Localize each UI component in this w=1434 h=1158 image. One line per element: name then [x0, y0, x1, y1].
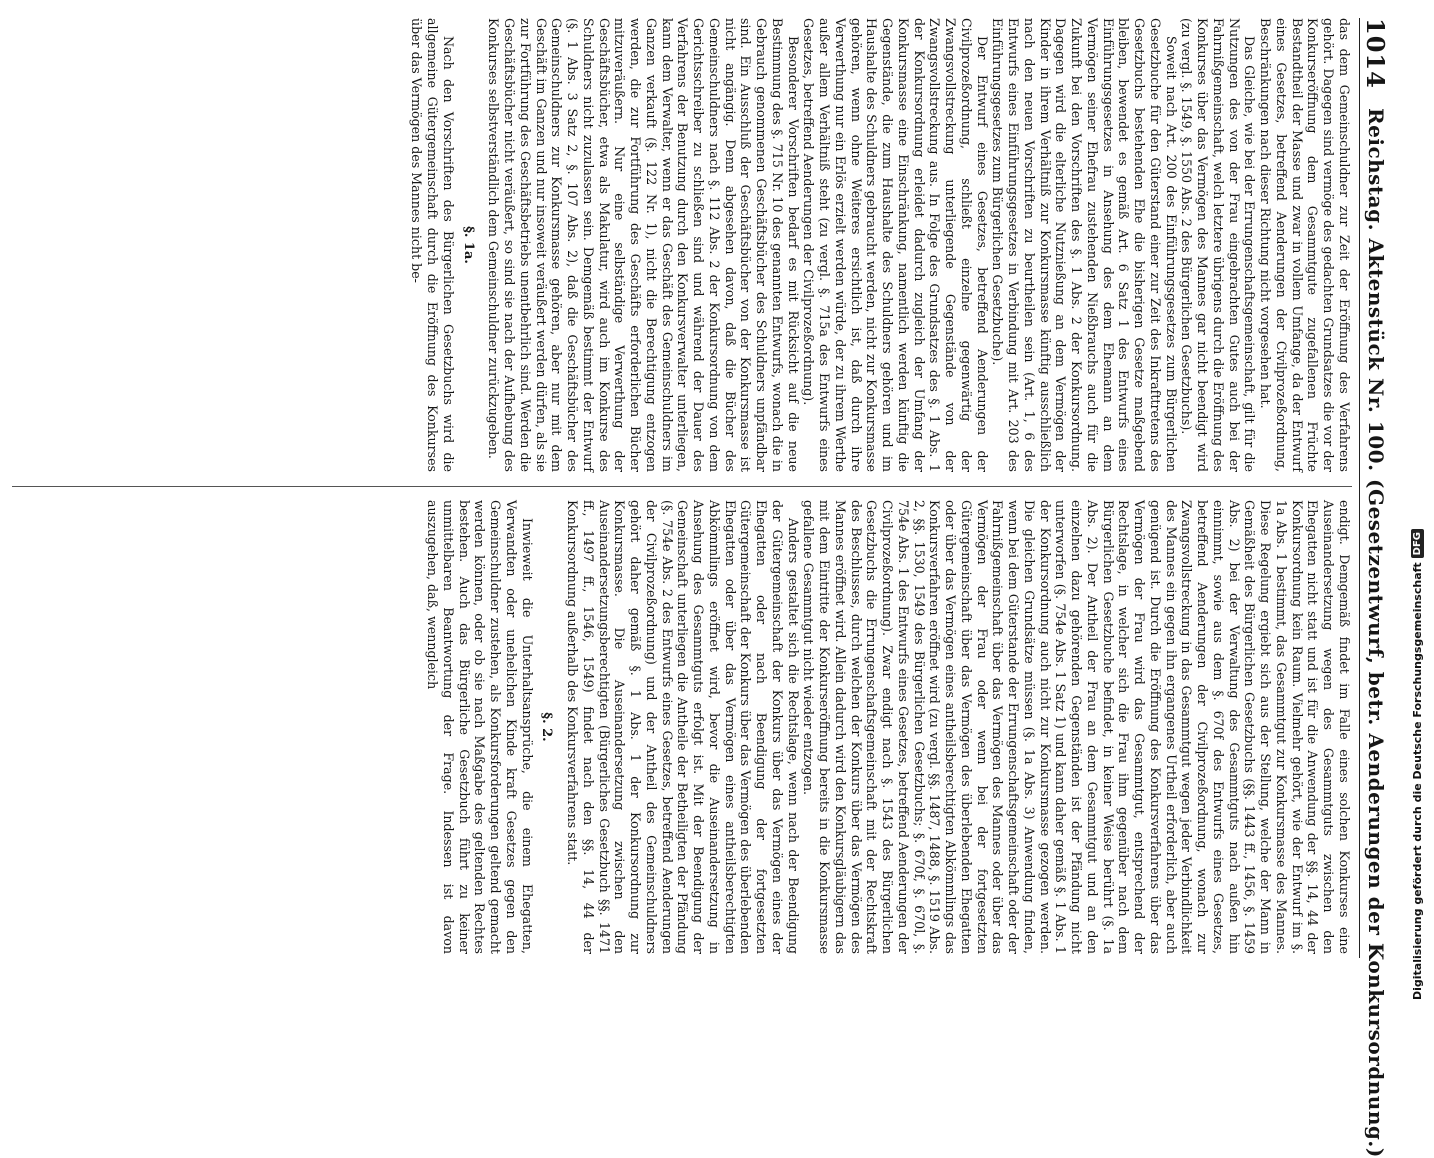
footer-text: Digitalisierung gefördert durch die Deutsche Forschungsgemeinschaft — [1411, 562, 1424, 1000]
section-paragraph: Nach den Vorschriften des Bürgerlichen Gesetzbuchs wird die allgemeine Gütergemeinschaft durch die Eröffnung des Konkurses über das Vermögen des Mannes nicht be- — [409, 18, 456, 472]
running-title: Reichstag. Aktenstück Nr. 100. (Gesetzentwurf, betr. Aenderungen der Konkursordnung.) — [1364, 108, 1388, 1158]
left-paragraph: Besonderer Vorschriften bedarf es mit Rücksicht auf die neue Bestimmung des §. 715 Nr. 10 des genannten Entwurfs, wonach die in Gebrauch genommenen Geschäftsbücher des Schuldners unpfändbar sind. Ein Ausschluß der Geschäftsbücher von der Konkursmasse ist nicht angängig. Denn abgesehen davon, daß die Bücher des Gemeinschuldners nach §. 112 Abs. 2 der Konkursordnung von dem Gerichtsschreiber zu schließen sind und während der Dauer des Verfahrens der Benutzung durch den Konkursverwalter unterliegen, kann dem Verwalter, wenn er das Geschäft des Gemeinschuldners im Ganzen verkauft (§. 122 Nr. 1), nicht die Berechtigung entzogen werden, die zur Fortführung des Geschäfts erforderlichen Bücher mitzuveräußern. Nur eine selbständige Verwerthung der Geschäftsbücher, etwa als Makulatur, wird auch im Konkurse des Schuldners nicht zuzulassen sein. Demgemäß bestimmt der Entwurf (§. 1 Abs. 3 Satz 2, §. 107 Abs. 2), daß die Geschäftsbücher des Gemeinschuldners zur Konkursmasse gehören, aber nur mit dem Geschäft im Ganzen und nur insoweit veräußert werden dürfen, als sie zur Fortführung des Geschäftsbetriebs unentbehrlich sind. Werden die Geschäftsbücher nicht veräußert, so sind sie nach der Aufhebung des Konkurses selbstverständlich dem Gemeinschuldner zurückzugeben. — [486, 18, 801, 472]
right-paragraph: endigt. Demgemäß findet im Falle eines solchen Konkurses eine Auseinandersetzung wegen des Gesammtguts zwischen den Ehegatten nicht statt und ist für die Anwendung der §§. 14, 44 der Konkursordnung kein Raum. Vielmehr gehört, wie der Entwurf im §. 1a Abs. 1 bestimmt, das Gesammtgut zur Konkursmasse des Mannes. Diese Regelung ergiebt sich aus der Stellung, welche der Mann in Gemäßheit des Bürgerlichen Gesetzbuchs (§§. 1443 ff., 1456, §. 1459 Abs. 2) bei der Verwaltung des Gesammtguts nach außen hin einnimmt, sowie aus dem §. 670f des Entwurfs eines Gesetzes, betreffend Aenderungen der Civilprozeßordnung, wonach zur Zwangsvollstreckung in das Gesammtgut wegen jeder Verbindlichkeit des Mannes ein gegen ihn ergangenes Urtheil erforderlich, aber auch genügend ist. Durch die Eröffnung des Konkursverfahrens über das Vermögen der Frau wird das Gesammtgut, entsprechend der Rechtslage, in welcher sich die Frau ihm gegenüber nach dem Bürgerlichen Gesetzbuche befindet, in keiner Weise berührt (§. 1a Abs. 2). Der Antheil der Frau an dem Gesammtgut und an den einzelnen dazu gehörenden Gegenständen ist der Pfändung nicht unterworfen (§. 754e Abs. 1 Satz 1) und kann daher gemäß §. 1 Abs. 1 der Konkursordnung auch nicht zur Konkursmasse gezogen werden. Die gleichen Grundsätze müssen (§. 1a Abs. 3) Anwendung finden, wenn bei dem Güterstande der Errungenschaftsgemeinschaft oder der Fahrnißgemeinschaft über das Vermögen des Mannes oder über das Vermögen der Frau oder wenn bei der fortgesetzten Gütergemeinschaft über das Vermögen des überlebenden Ehegatten oder über das Vermögen eines antheilsberechtigten Abkömmlings das Konkursverfahren eröffnet wird (zu vergl. §§. 1487, 1488, §. 1519 Abs. 2, §§. 1530, 1549 des Bürgerlichen Gesetzbuchs; §. 670f, §. 670l, §. 754e Abs. 1 des Entwurfs eines Gesetzes, betreffend Aenderungen der Civilprozeßordnung). Zwar endigt nach §. 1543 des Bürgerlichen Gesetzbuchs die Errungenschaftsgemeinschaft mit der Rechtskraft des Beschlusses, durch welchen der Konkurs über das Vermögen des Mannes eröffnet wird. Allein dadurch wird den Konkursgläubigern das mit dem Eintritte der Konkurseröffnung bereits in die Konkursmasse gefallene Gesammtgut nicht wieder entzogen. — [801, 500, 1352, 954]
right-paragraph: Anders gestaltet sich die Rechtslage, wenn nach der Beendigung der Gütergemeinschaft der Konkurs über das Vermögen eines der Ehegatten oder nach Beendigung der fortgesetzten Gütergemeinschaft der Konkurs über das Vermögen des überlebenden Ehegatten oder über das Vermögen eines antheilsberechtigten Abkömmlings eröffnet wird, bevor die Auseinandersetzung in Ansehung des Gesammtguts erfolgt ist. Mit der Beendigung der Gemeinschaft unterliegen die Antheile der Betheiligten der Pfändung (§. 754e Abs. 2 des Entwurfs eines Gesetzes, betreffend Aenderungen der Civilprozeßordnung) und der Antheil des Gemeinschuldners gehört daher gemäß §. 1 Abs. 1 der Konkursordnung zur Konkursmasse. Die Auseinandersetzung zwischen den Auseinandersetzungsberechtigten (Bürgerliches Gesetzbuch §§. 1471 ff., 1497 ff., 1546, 1549) findet nach den §§. 14, 44 der Konkursordnung außerhalb des Konkursverfahrens statt. — [565, 500, 801, 954]
dfg-logo-icon: DFG — [1411, 529, 1424, 558]
left-paragraph: Der Entwurf eines Gesetzes, betreffend Aenderungen der Civilprozeßordnung, schließt einzelne gegenwärtig der Zwangsvollstreckung unterliegende Gegenstände von der Zwangsvollstreckung aus. In Folge des Grundsatzes des §. 1 Abs. 1 der Konkursordnung erleidet dadurch zugleich der Umfang der Konkursmasse eine Einschränkung, namentlich werden künftig die Gegenstände, die zum Haushalte des Schuldners gehören und im Haushalte des Schuldners gebraucht werden, nicht zur Konkursmasse gehören, wenn ohne Weiteres ersichtlich ist, daß durch ihre Verwerthung nur ein Erlös erzielt werden würde, der zu ihrem Werthe außer allem Verhältniß steht (zu vergl. §. 715a des Entwurfs eines Gesetzes, betreffend Aenderungen der Civilprozeßordnung). — [801, 18, 990, 472]
column-divider — [12, 486, 1352, 487]
left-paragraph: Soweit nach Art. 200 des Einführungsgesetzes zum Bürgerlichen Gesetzbuche für den Güterstand einer zur Zeit des Inkrafttretens des Gesetzbuchs bestehenden Ehe die bisherigen Gesetze maßgebend bleiben, bewendet es gemäß Art. 6 Satz 1 des Entwurfs eines Einführungsgesetzes in Ansehung des dem Ehemann an dem Vermögen seiner Ehefrau zustehenden Nießbrauchs auch für die Zukunft bei den Vorschriften des §. 1 Abs. 2 der Konkursordnung. Dagegen wird die elterliche Nutznießung an dem Vermögen der Kinder in ihrem Verhältniß zur Konkursmasse künftig ausschließlich nach den neuen Vorschriften zu beurtheilen sein (Art. 1, 6 des Entwurfs eines Einführungsgesetzes in Verbindung mit Art. 203 des Einführungsgesetzes zum Bürgerlichen Gesetzbuche). — [990, 18, 1179, 472]
right-column — [425, 500, 1353, 954]
left-paragraph: das dem Gemeinschuldner zur Zeit der Eröffnung des Verfahrens gehört. Dagegen sind vermöge des gedachten Grundsatzes die vor der Konkurseröffnung dem Gesammtgute zugefallenen Früchte Bestandtheil der Masse und zwar in vollem Umfange, da der Entwurf eines Gesetzes, betreffend Aenderungen der Civilprozeßordnung, Beschränkungen nach dieser Richtung nicht vorgesehen hat. — [1258, 18, 1352, 472]
left-column — [409, 18, 1352, 472]
page-number: 1014 — [1361, 18, 1390, 89]
section-heading: §. 1a. — [460, 226, 476, 264]
left-paragraph: Das Gleiche, wie bei der Errungenschaftsgemeinschaft, gilt für die Nutzungen des von der Frau eingebrachten Gutes auch bei der Fahrnißgemeinschaft, welch letztere übrigens durch die Eröffnung des Konkurses über das Vermögen des Mannes gar nicht beendigt wird (zu vergl. §. 1549, §. 1550 Abs. 2 des Bürgerlichen Gesetzbuchs). — [1179, 18, 1258, 472]
section-paragraph: Inwieweit die Unterhaltsansprüche, die einem Ehegatten, Verwandten oder unehelichen Kinde kraft Gesetzes gegen den Gemeinschuldner zustehen, als Konkursforderungen geltend gemacht werden können, oder ob sie nach Maßgabe des geltenden Rechtes bestehen. Auch das Bürgerliche Gesetzbuch führt zu keiner unmittelbaren Beantwortung der Frage. Indessen ist davon auszugehen, daß, wenngleich — [425, 500, 535, 954]
section-heading: §. 2. — [539, 712, 555, 742]
page-header — [1359, 18, 1390, 1158]
digitization-footer — [1411, 529, 1424, 1000]
